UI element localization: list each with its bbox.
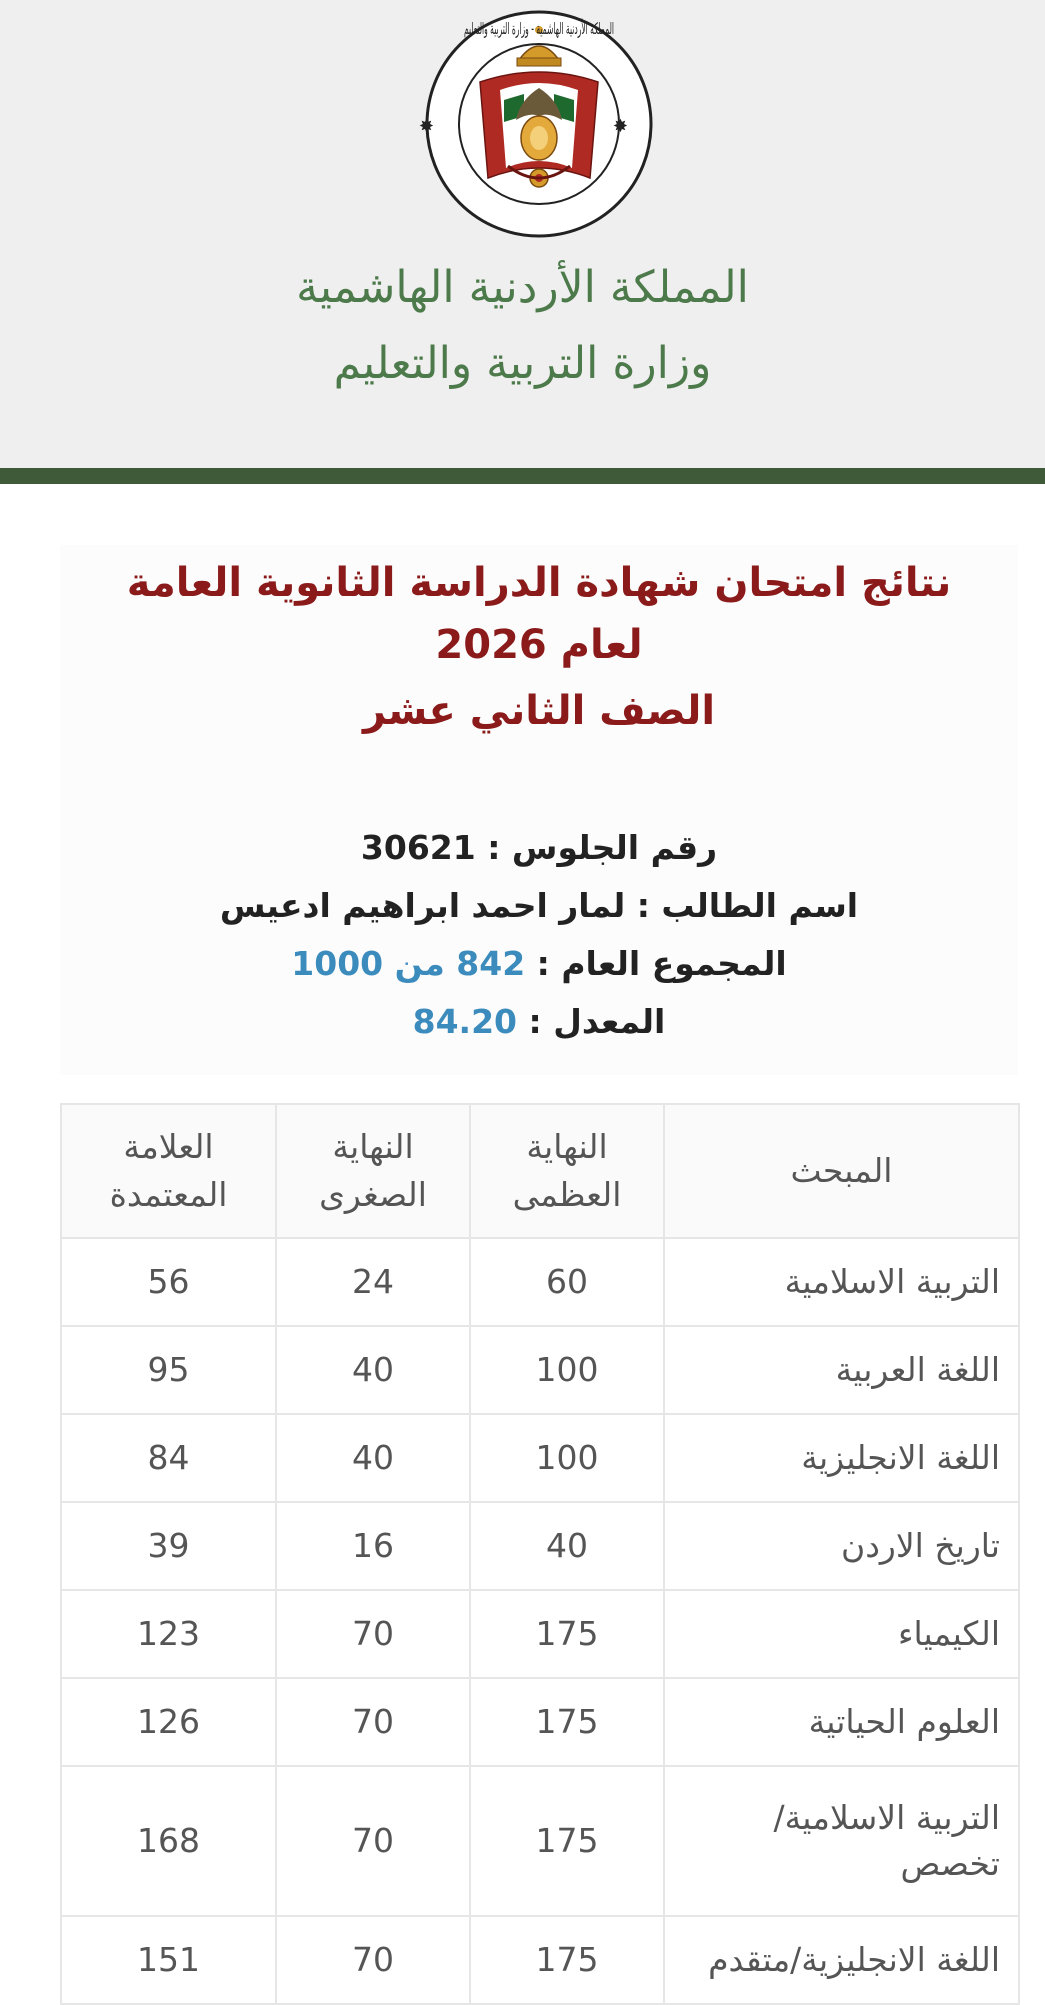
table-header-row (61, 1104, 1019, 1238)
final-cell: 151 (61, 1916, 276, 2004)
max-cell: 175 (470, 1916, 664, 2004)
total-score-value: 842 من 1000 (291, 944, 526, 983)
max-cell: 175 (470, 1678, 664, 1766)
subject-cell: التربية الاسلامية/ تخصص (664, 1766, 1019, 1916)
header-final: العلامة المعتمدة (61, 1104, 276, 1238)
student-name-value: لمار احمد ابراهيم ادعيس (219, 886, 626, 925)
grade-level: الصف الثاني عشر (362, 688, 716, 734)
min-cell: 24 (276, 1238, 470, 1326)
total-score-line (60, 939, 1018, 989)
header-max: النهاية العظمى (470, 1104, 664, 1238)
subject-cell: اللغة الانجليزية (664, 1414, 1019, 1502)
final-cell: 123 (61, 1590, 276, 1678)
ministry-name: وزارة التربية والتعليم (333, 338, 712, 389)
max-cell: 60 (470, 1238, 664, 1326)
exam-title: نتائج امتحان شهادة الدراسة الثانوية العامة (126, 560, 952, 606)
min-cell: 70 (276, 1916, 470, 2004)
subject-cell: العلوم الحياتية (664, 1678, 1019, 1766)
min-cell: 70 (276, 1678, 470, 1766)
final-cell: 84 (61, 1414, 276, 1502)
seat-number-line (60, 823, 1018, 873)
min-cell: 16 (276, 1502, 470, 1590)
final-cell: 56 (61, 1238, 276, 1326)
svg-text:✸: ✸ (612, 116, 628, 137)
final-cell: 39 (61, 1502, 276, 1590)
table-row (61, 1766, 1019, 1916)
subject-cell: اللغة العربية (664, 1326, 1019, 1414)
grades-table (60, 1103, 1020, 2005)
seat-number-label: رقم الجلوس : (487, 828, 718, 867)
student-name-line (60, 881, 1018, 931)
exam-year: لعام 2026 (435, 622, 643, 668)
max-cell: 100 (470, 1414, 664, 1502)
average-value: 84.20 (412, 1002, 518, 1041)
final-cell: 95 (61, 1326, 276, 1414)
average-line (60, 997, 1018, 1047)
final-cell: 126 (61, 1678, 276, 1766)
max-cell: 175 (470, 1766, 664, 1916)
min-cell: 70 (276, 1590, 470, 1678)
subject-cell: تاريخ الاردن (664, 1502, 1019, 1590)
table-row (61, 1916, 1019, 2004)
table-row (61, 1414, 1019, 1502)
table-row (61, 1326, 1019, 1414)
subject-cell: الكيمياء (664, 1590, 1019, 1678)
kingdom-name: المملكة الأردنية الهاشمية (296, 262, 749, 313)
table-row (61, 1590, 1019, 1678)
average-label: المعدل : (528, 1002, 666, 1041)
svg-text:✸: ✸ (418, 116, 434, 137)
student-name-label: اسم الطالب : (636, 886, 859, 925)
min-cell: 40 (276, 1414, 470, 1502)
final-cell: 168 (61, 1766, 276, 1916)
min-cell: 40 (276, 1326, 470, 1414)
jordan-emblem-seal (412, 8, 782, 240)
seal-ring-text: المملكة الأردنية الهاشمية - وزارة التربية والتعليم (464, 19, 782, 38)
max-cell: 40 (470, 1502, 664, 1590)
min-cell: 70 (276, 1766, 470, 1916)
seat-number-value: 30621 (360, 828, 476, 867)
table-row (61, 1678, 1019, 1766)
header-divider-bar (0, 468, 1045, 484)
results-summary-panel (60, 545, 1018, 1075)
table-row (61, 1238, 1019, 1326)
ministry-header (0, 0, 1045, 468)
total-score-label: المجموع العام : (536, 944, 787, 983)
subject-cell: اللغة الانجليزية/متقدم (664, 1916, 1019, 2004)
table-row (61, 1502, 1019, 1590)
max-cell: 100 (470, 1326, 664, 1414)
subject-cell: التربية الاسلامية (664, 1238, 1019, 1326)
header-subject: المبحث (664, 1104, 1019, 1238)
header-min: النهاية الصغرى (276, 1104, 470, 1238)
max-cell: 175 (470, 1590, 664, 1678)
